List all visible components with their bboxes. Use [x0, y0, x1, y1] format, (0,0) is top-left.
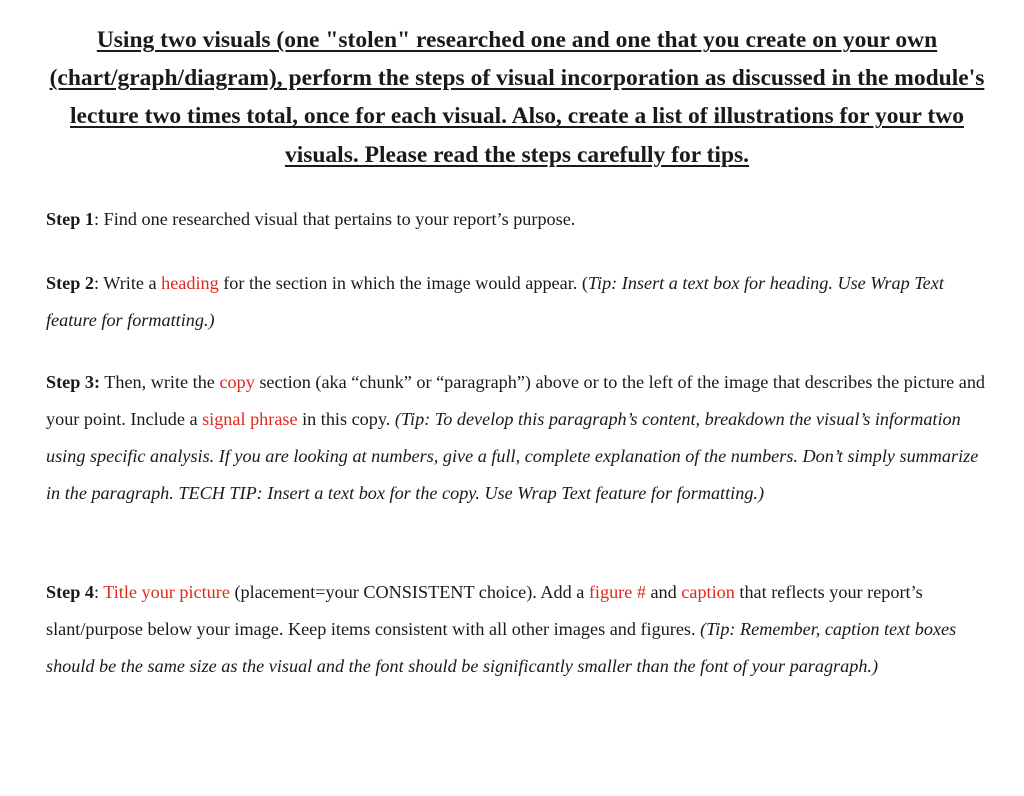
step-1-text: : Find one researched visual that pertains to your report’s purpose.	[94, 209, 576, 229]
step-2-label: Step 2	[46, 273, 94, 293]
step-2	[46, 265, 996, 339]
step-3-text: in this copy.	[297, 409, 395, 429]
step-3-tip: (Tip: To develop this paragraph’s content, breakdown the visual’s information using specific analysis. If you are looking at numbers, give a full, complete explanation of the numbers. Don’t simply summarize in the paragraph. TECH TIP: Insert a text box for the copy. Use Wrap Text feature for formatting.)	[46, 409, 979, 503]
step-3-keyword-copy: copy	[219, 372, 255, 392]
step-4-keyword-figure-number: figure #	[588, 582, 646, 602]
step-4-keyword-title: Title your picture	[103, 582, 230, 602]
step-4-tip: (Tip: Remember, caption text boxes should be the same size as the visual and the font should be significantly smaller than the font of your paragraph.)	[46, 619, 957, 676]
assignment-title: Using two visuals (one "stolen" researched one and one that you create on your own (chart/graph/diagram), perform the steps of visual incorporation as discussed in the module's lecture two times total, once for each visual. Also, create a list of illustrations for your two visuals. Please read the steps carefully for tips.	[49, 27, 985, 168]
step-1	[46, 201, 996, 238]
step-3-label: Step 3:	[46, 372, 101, 392]
step-3-text: Then, write the	[100, 372, 220, 392]
step-2-keyword-heading: heading	[161, 273, 219, 293]
step-3	[46, 364, 996, 512]
step-4-text: :	[94, 582, 104, 602]
step-4-text: that reflects your report’s slant/purpose below your image. Keep items consistent with all other images and figures.	[46, 582, 923, 639]
step-3-text: section (aka “chunk” or “paragraph”) above or to the left of the image that describes the picture and your point. Include a	[46, 372, 986, 429]
step-2-tip: Tip: Insert a text box for heading. Use Wrap Text feature for formatting.)	[46, 273, 944, 330]
step-1-label: Step 1	[46, 209, 94, 229]
step-4	[46, 574, 996, 685]
step-4-label: Step 4	[46, 582, 94, 602]
step-2-text: for the section in which the image would appear. (	[218, 273, 588, 293]
step-4-keyword-caption: caption	[681, 582, 735, 602]
step-2-text: : Write a	[94, 273, 162, 293]
step-3-keyword-signal-phrase: signal phrase	[202, 409, 298, 429]
step-4-text: (placement=your CONSISTENT choice). Add a	[229, 582, 589, 602]
step-4-text: and	[645, 582, 682, 602]
